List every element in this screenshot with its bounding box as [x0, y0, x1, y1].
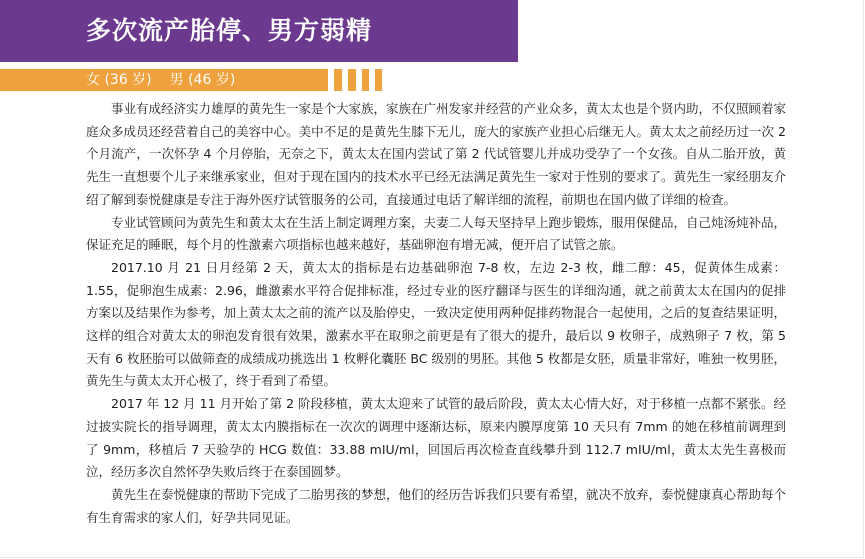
male-age-label: 男 (46 岁)	[169, 72, 236, 88]
decorative-stripe	[348, 69, 356, 91]
title-banner	[0, 0, 518, 62]
article-body	[86, 98, 786, 529]
article-paragraph: 事业有成经济实力雄厚的黄先生一家是个大家族，家族在广州发家并经营的产业众多，黄太太也是个贤内助，不仅照顾着家庭众多成员还经营着自己的美容中心。美中不足的是黄先生膝下无儿，庞大的家族产业担心后继无人。黄太太之前经历过一次 2 个月流产，一次怀孕 4 个月停胎，无奈之下，黄太太在国内尝试了第 2 代试管婴儿并成功受孕了一个女孩。自从二胎开放，黄先生一直想要个儿子来继承家业，但对于现在国内的技术水平已经无法满足黄先生一家对于性别的要求了。黄先生一家经朋友介绍了解到泰悦健康是专注于海外医疗试管服务的公司，直接通过电话了解详细的流程，前期也在国内做了详细的检查。	[86, 101, 787, 207]
decorative-stripe	[334, 69, 342, 91]
article-paragraph: 2017 年 12 月 11 月开始了第 2 阶段移植，黄太太迎来了试管的最后阶段，黄太太心情大好，对于移植一点都不紧张。经过披实院长的指导调理，黄太太内膜指标在一次次的调理中逐渐达标，原来内膜厚度第 10 天只有 7mm 的她在移植前调理到了 9mm，移植后 7 天验孕的 HCG 数值：33.88 mIU/ml，回国后再次检查直线攀升到 112.7 mIU/ml，黄太太先生喜极而泣，经历多次自然怀孕失败后终于在泰国圆梦。	[86, 396, 786, 480]
page-title: 多次流产胎停、男方弱精	[86, 16, 373, 45]
decorative-stripe	[375, 69, 382, 91]
article-paragraph: 黄先生在泰悦健康的帮助下完成了二胎男孩的梦想，他们的经历告诉我们只要有希望，就决不放弃，泰悦健康真心帮助每个有生育需求的家人们，好孕共同见证。	[86, 486, 787, 525]
female-age-label: 女 (36 岁)	[86, 72, 152, 88]
age-info-bar	[0, 69, 328, 91]
age-info	[86, 69, 235, 91]
decorative-stripe	[362, 69, 369, 91]
article-paragraph: 2017.10 月 21 日月经第 2 天，黄太太的指标是右边基础卵泡 7-8 枚，左边 2-3 枚，雌二醇：45，促黄体生成素：1.55，促卵泡生成素：2.96，雌激素水平符合促排标准，经过专业的医疗翻译与医生的详细沟通，就之前黄太太在国内的促排方案以及结果作为参考，加上黄太太之前的流产以及胎停史，一致决定使用两种促排药物混合一起使用，之后的复查结果证明，这样的组合对黄太太的卵泡发育很有效果，激素水平在取卵之前更是有了很大的提升，最后以 9 枚卵子，成熟卵子 7 枚，第 5 天有 6 枚胚胎可以做筛查的成绩成功挑选出 1 枚孵化囊胚 BC 级别的男胚。其他 5 枚都是女胚，质量非常好，唯独一枚男胚，黄先生与黄太太开心极了，终于看到了希望。	[86, 259, 787, 389]
article-paragraph: 专业试管顾问为黄先生和黄太太在生活上制定调理方案，夫妻二人每天坚持早上跑步锻炼，服用保健品，自己炖汤炖补品，保证充足的睡眠，每个月的性激素六项指标也越来越好，基础卵泡有增无减，便开启了试管之旅。	[86, 214, 787, 253]
